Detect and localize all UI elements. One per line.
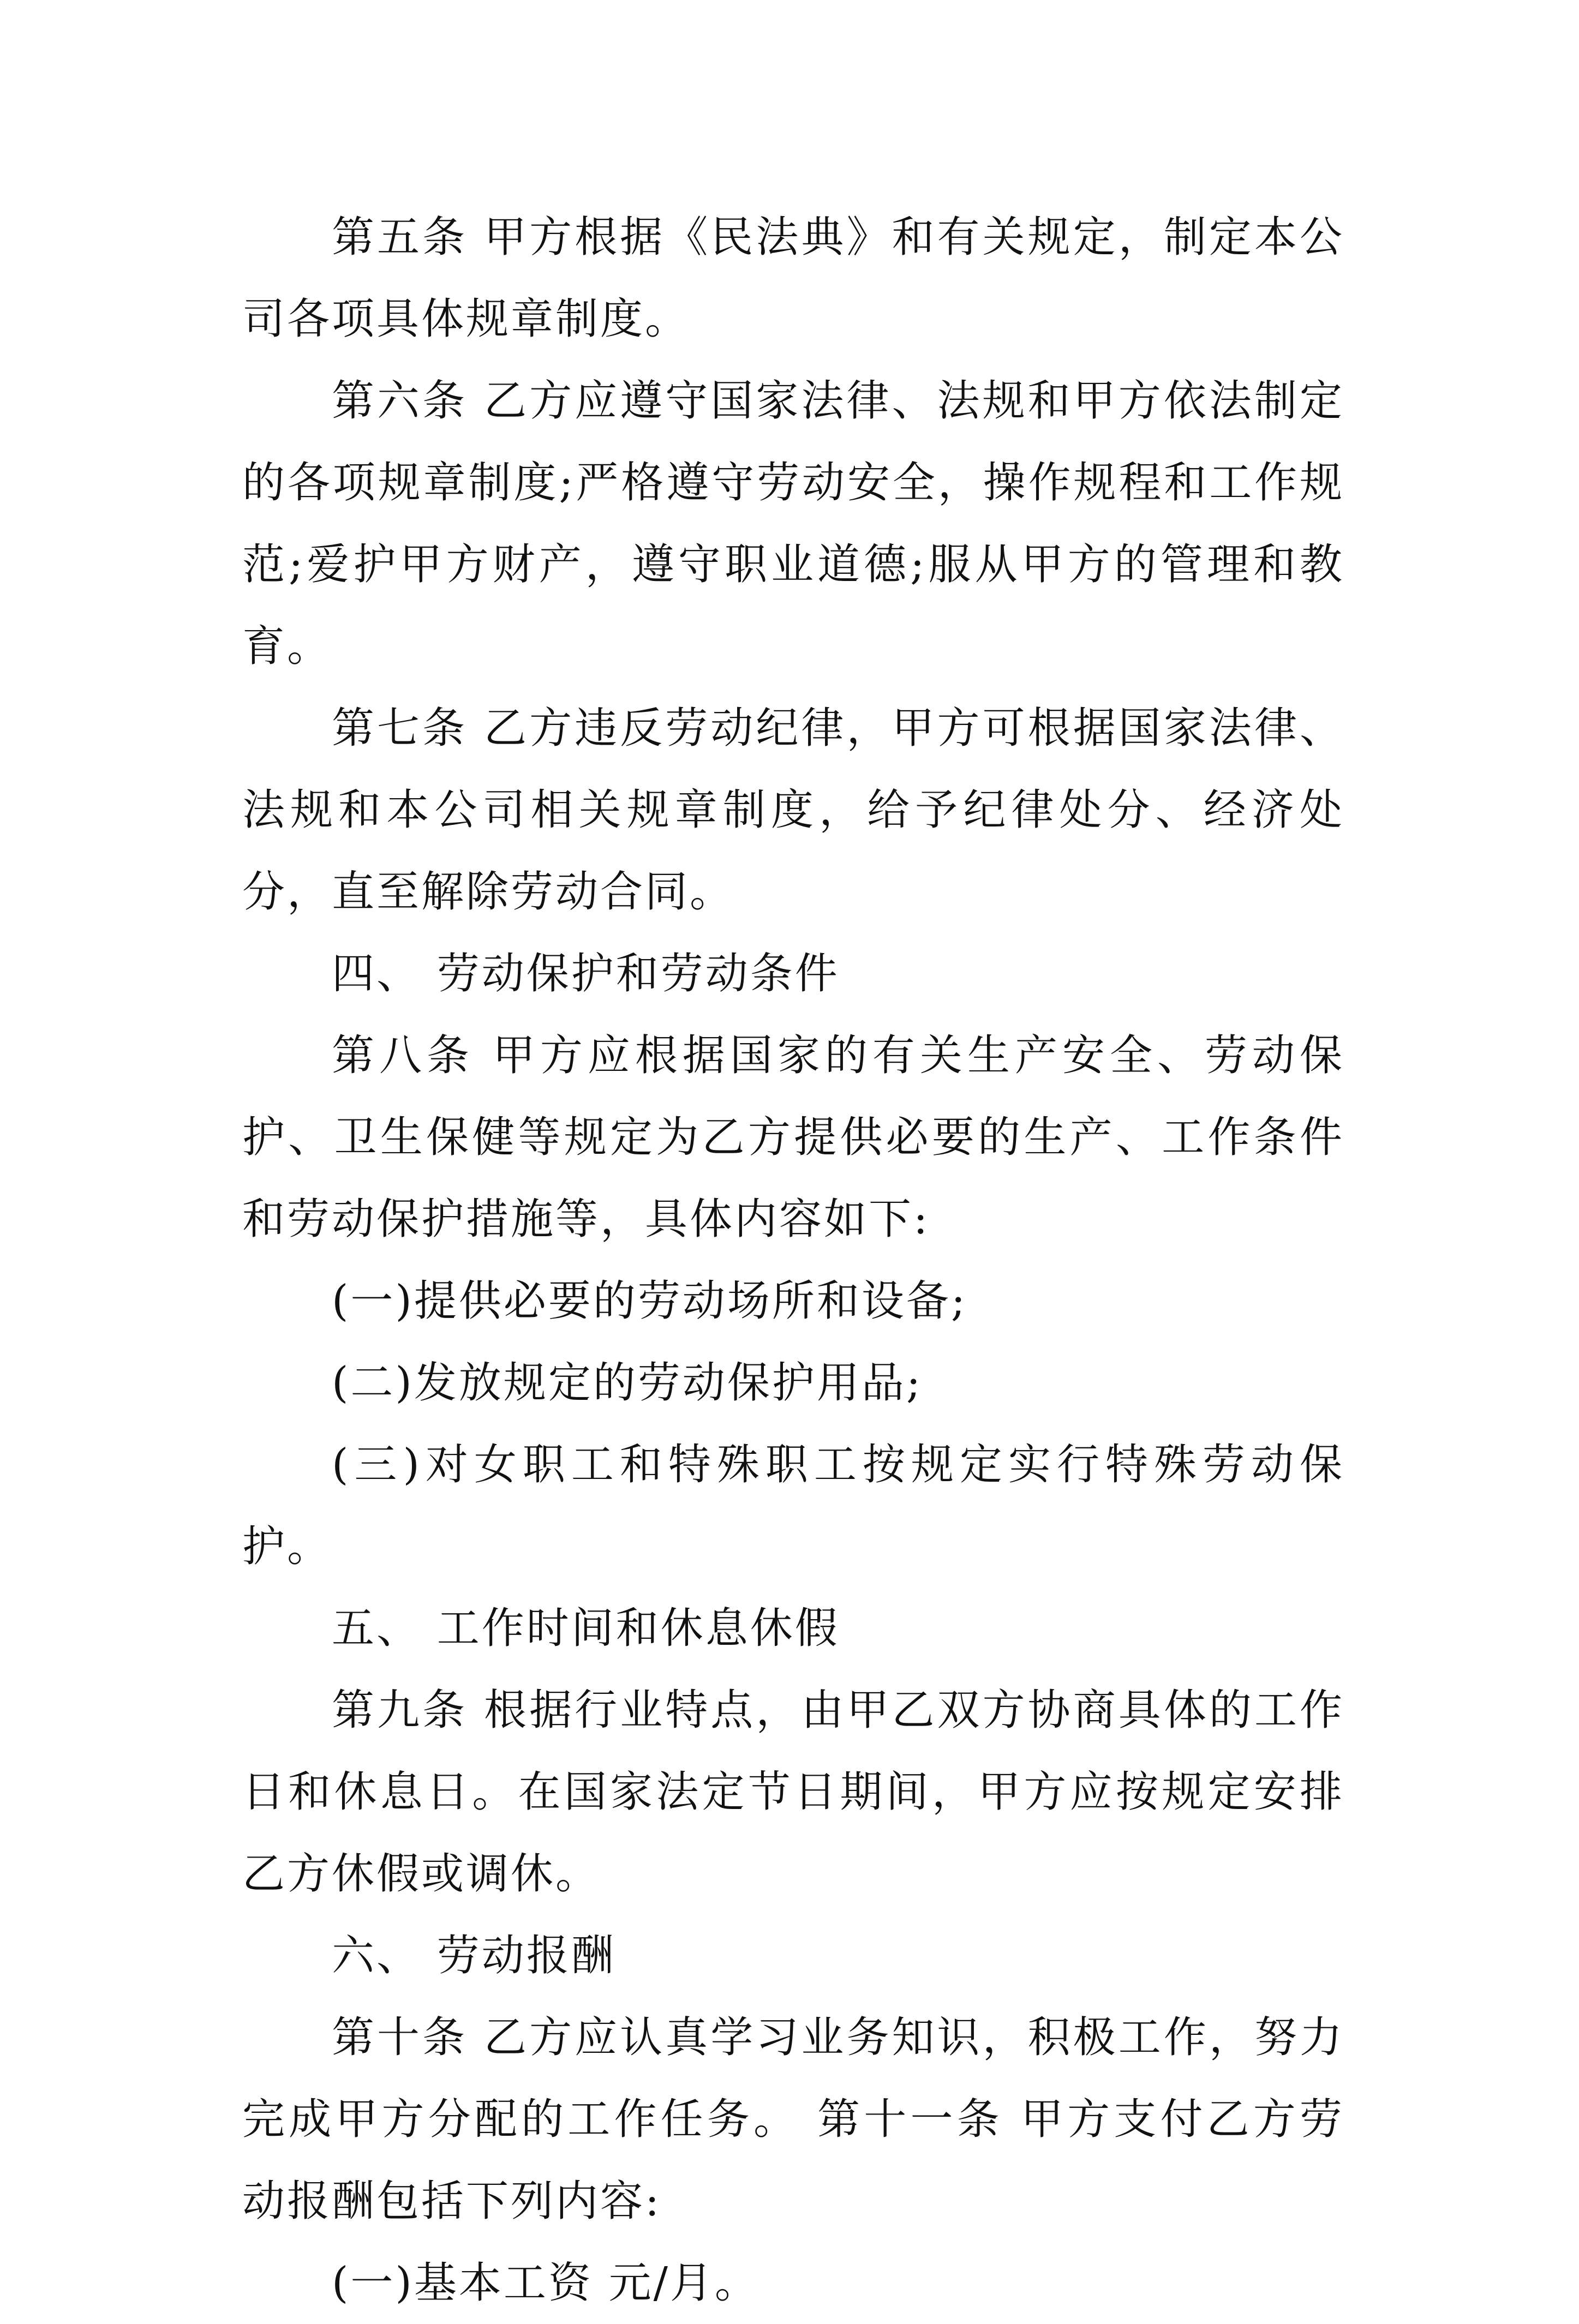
article-7-paragraph: 第七条 乙方违反劳动纪律，甲方可根据国家法律、法规和本公司相关规章制度，给予纪律处分、经济处分，直至解除劳动合同。 bbox=[242, 704, 1344, 917]
document-body bbox=[242, 196, 1344, 2324]
section-4-heading: 四、 劳动保护和劳动条件 bbox=[332, 949, 840, 998]
section-5-heading: 五、 工作时间和休息休假 bbox=[332, 1604, 840, 1653]
salary-list-item-1: (一)基本工资 元/月。 bbox=[332, 2259, 759, 2308]
article-5-paragraph: 第五条 甲方根据《民法典》和有关规定，制定本公司各项具体规章制度。 bbox=[242, 213, 1344, 344]
article-6-paragraph: 第六条 乙方应遵守国家法律、法规和甲方依法制定的各项规章制度;严格遵守劳动安全，操作规程和工作规范;爱护甲方财产，遵守职业道德;服从甲方的管理和教育。 bbox=[242, 376, 1344, 671]
article-9-paragraph: 第九条 根据行业特点，由甲乙双方协商具体的工作日和休息日。在国家法定节日期间，甲方应按规定安排乙方休假或调休。 bbox=[242, 1686, 1344, 1898]
list-item-2: (二)发放规定的劳动保护用品; bbox=[332, 1358, 923, 1407]
list-item-3: (三)对女职工和特殊职工按规定实行特殊劳动保护。 bbox=[242, 1440, 1344, 1571]
article-10-11-paragraph: 第十条 乙方应认真学习业务知识，积极工作，努力完成甲方分配的工作任务。 第十一条 甲方支付乙方劳动报酬包括下列内容: bbox=[242, 2013, 1344, 2226]
section-6-heading: 六、 劳动报酬 bbox=[332, 1931, 616, 1980]
list-item-1: (一)提供必要的劳动场所和设备; bbox=[332, 1277, 968, 1326]
article-8-paragraph: 第八条 甲方应根据国家的有关生产安全、劳动保护、卫生保健等规定为乙方提供必要的生产、工作条件和劳动保护措施等，具体内容如下: bbox=[242, 1031, 1344, 1244]
